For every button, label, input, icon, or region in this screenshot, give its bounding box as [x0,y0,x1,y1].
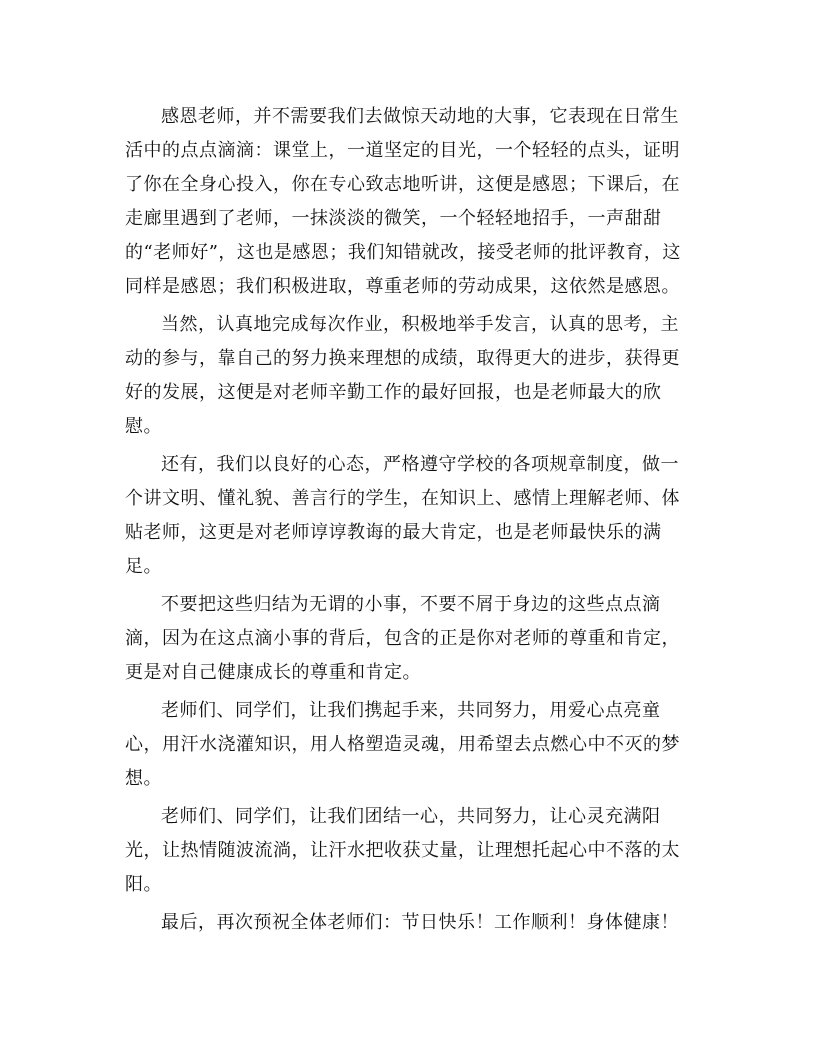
paragraph-homework-effort: 当然，认真地完成每次作业，积极地举手发言，认真的思考，主动的参与，靠自己的努力换来理想的成绩，取得更大的进步，获得更好的发展，这便是对老师辛勤工作的最好回报，也是老师最大的欣慰。 [125,314,680,437]
paragraph-closing-wishes: 最后，再次预祝全体老师们：节日快乐！工作顺利！身体健康！ [161,912,679,933]
paragraph-hand-in-hand: 老师们、同学们，让我们携起手来，共同努力，用爱心点亮童心，用汗水浇灌知识，用人格塑造灵魂，用希望去点燃心中不灭的梦想。 [125,700,680,789]
paragraph-gratitude-daily: 感恩老师，并不需要我们去做惊天动地的大事，它表现在日常生活中的点点滴滴：课堂上，一道坚定的目光，一个轻轻的点头，证明了你在全身心投入，你在专心致志地听讲，这便是感恩；下课后，在走廊里遇到了老师，一抹淡淡的微笑，一个轻轻地招手，一声甜甜的“老师好”，这也是感恩；我们知错就改，接受老师的批评教育，这同样是感恩；我们积极进取，尊重老师的劳动成果，这依然是感恩。 [125,106,681,297]
document-body [125,100,697,944]
paragraph-small-things: 不要把这些归结为无谓的小事，不要不屑于身边的这些点点滴滴，因为在这点滴小事的背后，包含的正是你对老师的尊重和肯定，更是对自己健康成长的尊重和肯定。 [125,594,680,683]
paragraph-school-rules: 还有，我们以良好的心态，严格遵守学校的各项规章制度，做一个讲文明、懂礼貌、善言行的学生，在知识上、感情上理解老师、体贴老师，这更是对老师谆谆教诲的最大肯定，也是老师最快乐的满足。 [125,454,680,577]
paragraph-united-heart: 老师们、同学们，让我们团结一心，共同努力，让心灵充满阳光，让热情随波流淌，让汗水把收获丈量，让理想托起心中不落的太阳。 [125,806,680,895]
